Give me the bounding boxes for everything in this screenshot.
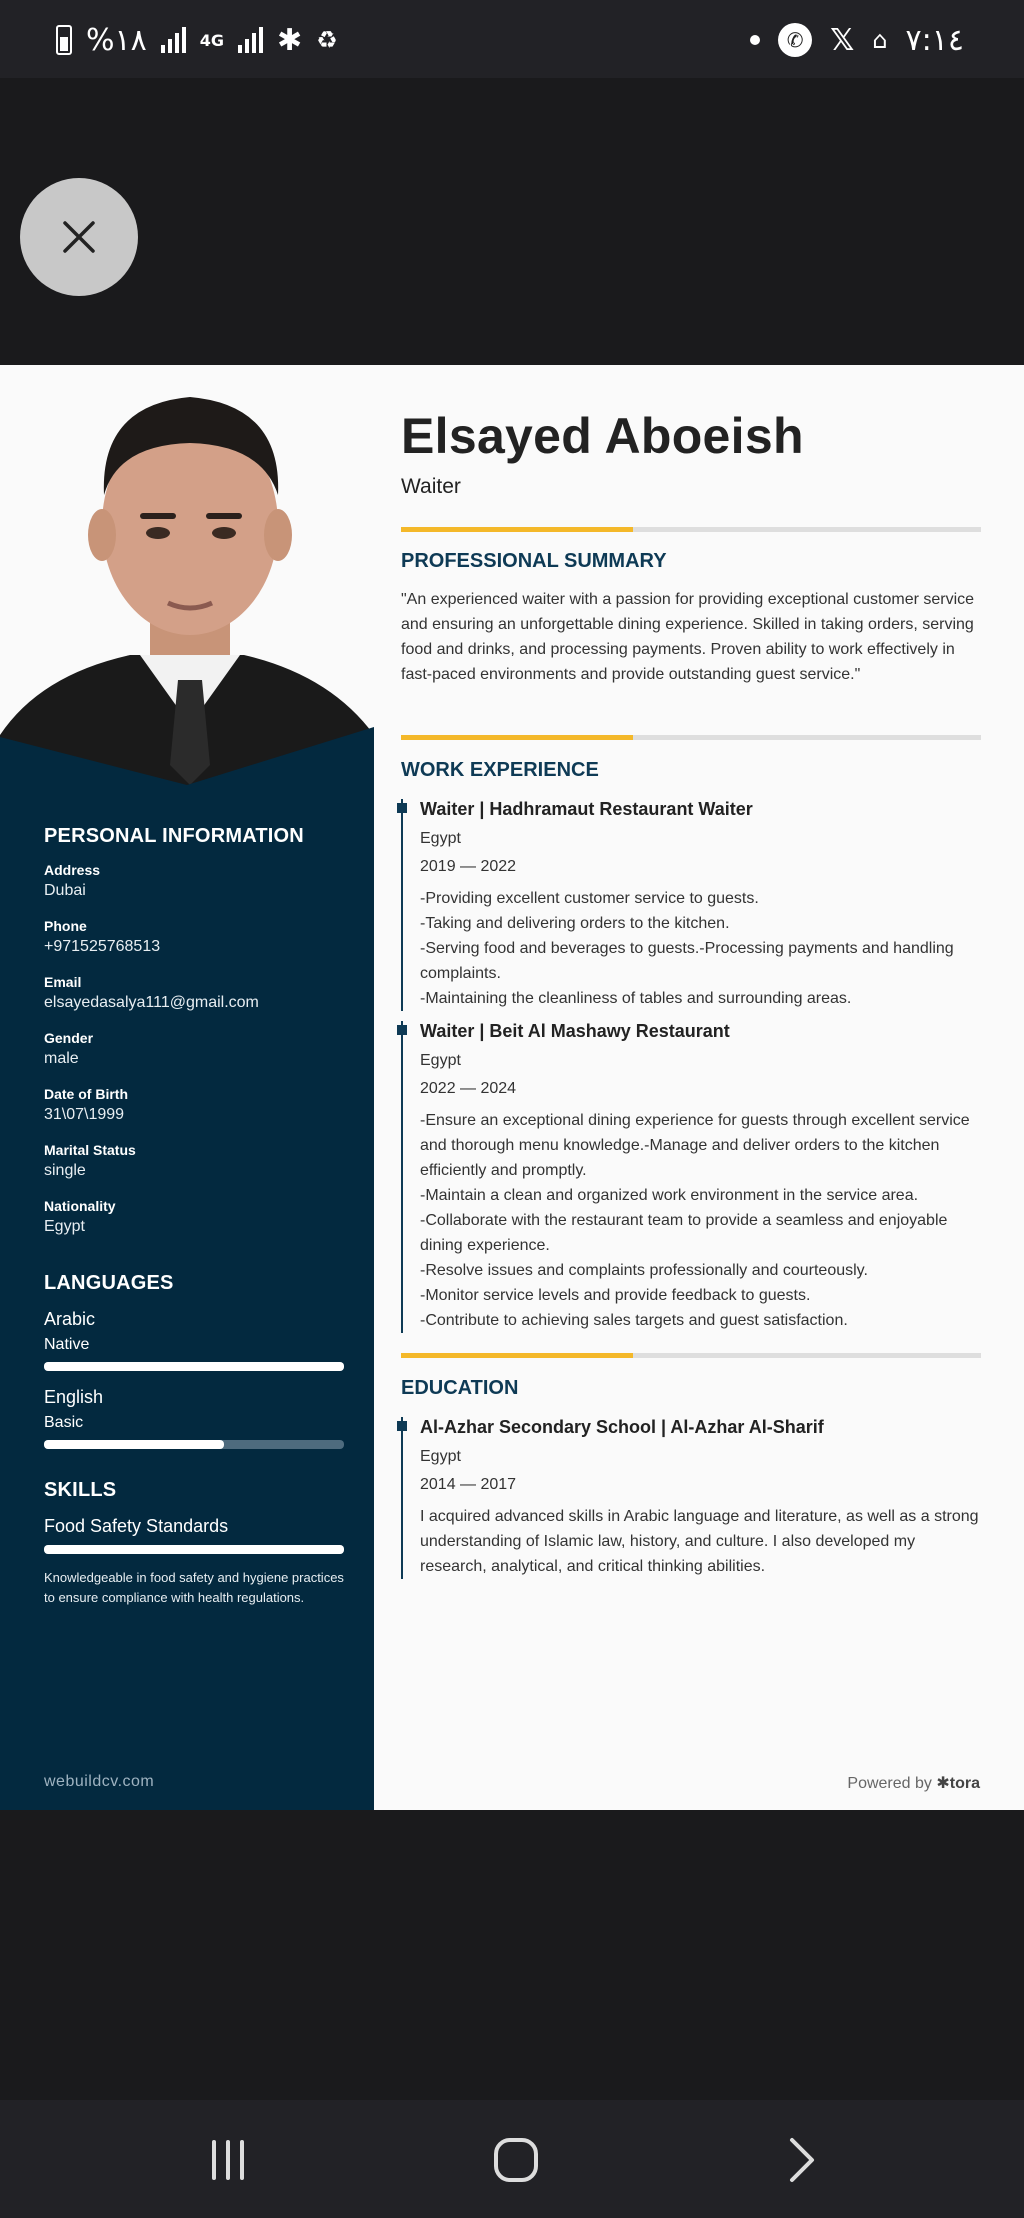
pi-value: Dubai — [44, 882, 86, 899]
personal-item — [44, 918, 344, 956]
personal-item — [44, 1086, 344, 1124]
home-icon — [492, 2136, 540, 2184]
section-divider — [401, 735, 981, 740]
notification-dot-icon — [750, 35, 760, 45]
signal-icon — [161, 27, 186, 53]
recents-button[interactable] — [198, 2130, 258, 2190]
language-item — [44, 1309, 344, 1371]
pi-label: Marital Status — [44, 1142, 136, 1158]
whatsapp-icon: ✆ — [778, 23, 812, 57]
bar-fill — [44, 1440, 224, 1449]
status-bar — [0, 0, 1024, 78]
x-icon: 𝕏 — [830, 22, 855, 58]
pi-label: Phone — [44, 918, 87, 934]
home-button[interactable] — [486, 2130, 546, 2190]
resume-document — [0, 365, 1024, 1810]
skill-bar — [44, 1545, 344, 1554]
personal-info-heading: PERSONAL INFORMATION — [44, 825, 304, 847]
candidate-role: Waiter — [401, 475, 461, 498]
bluetooth-icon: ✱ — [277, 22, 303, 58]
pi-value: elsayedasalya111@gmail.com — [44, 994, 259, 1011]
bar-fill — [44, 1362, 344, 1371]
personal-item — [44, 1142, 344, 1180]
job-location: Egypt — [420, 1052, 461, 1069]
job-title: Waiter | Beit Al Mashawy Restaurant — [420, 1021, 730, 1041]
pi-label: Date of Birth — [44, 1086, 128, 1102]
pi-value: 31\07\1999 — [44, 1106, 125, 1123]
clock-time: ٧:١٤ — [905, 22, 964, 58]
skill-item — [44, 1516, 344, 1608]
language-name: Arabic — [44, 1309, 96, 1329]
school-title: Al-Azhar Secondary School | Al-Azhar Al-Sharif — [420, 1417, 824, 1437]
language-level: Native — [44, 1336, 90, 1353]
personal-item — [44, 974, 344, 1012]
skill-description: Knowledgeable in food safety and hygiene practices to ensure compliance with health regulations. — [44, 1570, 344, 1605]
pi-value: single — [44, 1162, 86, 1179]
school-dates: 2014 — 2017 — [420, 1476, 517, 1493]
job-dates: 2022 — 2024 — [420, 1080, 517, 1097]
school-location: Egypt — [420, 1448, 461, 1465]
battery-icon — [56, 25, 72, 55]
pi-value: male — [44, 1050, 79, 1067]
school-description: I acquired advanced skills in Arabic language and literature, as well as a strong understanding of Islamic law, history, and culture. I also developed my research, analytical, and critical thinking abilities. — [420, 1508, 979, 1575]
back-button[interactable] — [772, 2130, 832, 2190]
tora-logo: ✱tora — [936, 1775, 980, 1792]
pi-label: Address — [44, 862, 101, 878]
education-entry — [401, 1417, 981, 1579]
pi-label: Email — [44, 974, 82, 990]
recents-icon — [206, 2138, 250, 2182]
chevron-right-icon — [782, 2136, 822, 2184]
recycle-icon: ♻ — [316, 26, 338, 54]
languages-heading: LANGUAGES — [44, 1272, 174, 1294]
work-heading: WORK EXPERIENCE — [401, 759, 599, 781]
system-nav-bar — [0, 2100, 1024, 2218]
battery-percent: %١٨ — [86, 22, 147, 58]
job-entry — [401, 1021, 981, 1333]
section-divider — [401, 527, 981, 532]
education-heading: EDUCATION — [401, 1377, 519, 1399]
language-bar — [44, 1362, 344, 1371]
language-bar — [44, 1440, 344, 1449]
bar-fill — [44, 1545, 344, 1554]
section-divider — [401, 1353, 981, 1358]
profile-photo — [0, 365, 374, 785]
resume-sidebar — [0, 365, 374, 1810]
pi-value: +971525768513 — [44, 938, 161, 955]
close-button[interactable] — [20, 178, 138, 296]
language-name: English — [44, 1387, 104, 1407]
candidate-name: Elsayed Aboeish — [401, 408, 804, 464]
job-entry — [401, 799, 981, 1011]
network-type: 4G — [199, 30, 225, 50]
pi-label: Nationality — [44, 1198, 116, 1214]
powered-by-prefix: Powered by — [847, 1775, 932, 1792]
footer-website: webuildcv.com — [44, 1773, 155, 1790]
signal-icon-2 — [238, 27, 263, 53]
skills-heading: SKILLS — [44, 1479, 117, 1501]
personal-item — [44, 1030, 344, 1068]
summary-text: "An experienced waiter with a passion for providing exceptional customer service and ensuring an unforgettable dining experience. Skilled in taking orders, serving food and drinks, and processing payments. Proven ability to work effectively in fast-paced environments and provide outstanding guest service." — [401, 591, 975, 683]
job-dates: 2019 — 2022 — [420, 858, 517, 875]
job-description: -Ensure an exceptional dining experience for guests through excellent service and thorough menu knowledge.-Manage and deliver orders to the kitchen efficiently and promptly. -Maintain a clean and organized work environment in the service area. -Collaborate with the restaurant team to provide a seamless and enjoyable dining experience. -Resolve issues and complaints professionally and courteously. -Monitor service levels and provide feedback to guests. -Contribute to achieving sales targets and guest satisfaction. — [420, 1112, 970, 1329]
job-title: Waiter | Hadhramaut Restaurant Waiter — [420, 799, 753, 819]
pi-value: Egypt — [44, 1218, 85, 1235]
language-item — [44, 1387, 344, 1449]
viewer-top-area — [0, 78, 1024, 365]
skill-name: Food Safety Standards — [44, 1516, 229, 1536]
close-icon — [61, 219, 97, 255]
viewer-bottom-area — [0, 1810, 1024, 2100]
personal-item — [44, 862, 344, 900]
pi-label: Gender — [44, 1030, 94, 1046]
personal-item — [44, 1198, 344, 1236]
powered-by — [847, 1773, 980, 1793]
job-description: -Providing excellent customer service to guests. -Taking and delivering orders to the kitchen. -Serving food and beverages to guests.-Processing payments and handling complaints. -Maintaining the cleanliness of tables and surrounding areas. — [420, 890, 954, 1007]
job-location: Egypt — [420, 830, 461, 847]
mosque-icon: ⌂ — [872, 26, 888, 54]
language-level: Basic — [44, 1414, 84, 1431]
summary-heading: PROFESSIONAL SUMMARY — [401, 550, 667, 572]
